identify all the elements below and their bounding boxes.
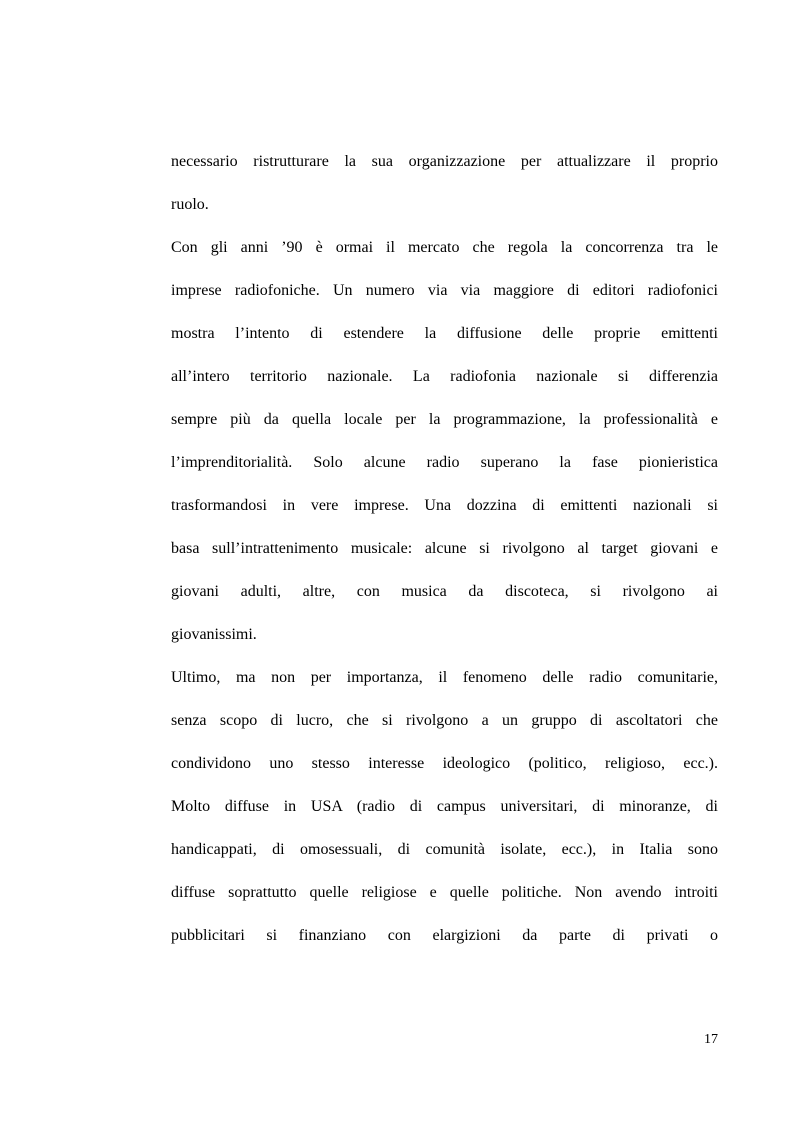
- text-line: ruolo.: [171, 196, 209, 213]
- text-line: senza scopo di lucro, che si rivolgono a un gruppo di ascoltatori che: [171, 712, 718, 729]
- text-line: Molto diffuse in USA (radio di campus universitari, di minoranze, di: [171, 798, 718, 815]
- text-line: l’imprenditorialità. Solo alcune radio superano la fase pionieristica: [171, 454, 718, 471]
- text-line: diffuse soprattutto quelle religiose e quelle politiche. Non avendo introiti: [171, 884, 718, 901]
- text-line: basa sull’intrattenimento musicale: alcune si rivolgono al target giovani e: [171, 540, 718, 557]
- text-line: handicappati, di omosessuali, di comunità isolate, ecc.), in Italia sono: [171, 841, 718, 858]
- text-line: sempre più da quella locale per la programmazione, la professionalità e: [171, 411, 718, 428]
- text-line: pubblicitari si finanziano con elargizioni da parte di privati o: [171, 927, 718, 944]
- text-line: giovanissimi.: [171, 626, 257, 643]
- text-line: giovani adulti, altre, con musica da discoteca, si rivolgono ai: [171, 583, 718, 600]
- text-line: trasformandosi in vere imprese. Una dozzina di emittenti nazionali si: [171, 497, 718, 514]
- text-line: condividono uno stesso interesse ideologico (politico, religioso, ecc.).: [171, 755, 718, 772]
- text-line: Ultimo, ma non per importanza, il fenomeno delle radio comunitarie,: [171, 669, 718, 686]
- text-line: necessario ristrutturare la sua organizzazione per attualizzare il proprio: [171, 153, 718, 170]
- text-line: all’intero territorio nazionale. La radiofonia nazionale si differenzia: [171, 368, 718, 385]
- page-number: 17: [704, 1032, 718, 1047]
- text-line: Con gli anni ’90 è ormai il mercato che regola la concorrenza tra le: [171, 239, 718, 256]
- text-line: imprese radiofoniche. Un numero via via maggiore di editori radiofonici: [171, 282, 718, 299]
- text-line: mostra l’intento di estendere la diffusione delle proprie emittenti: [171, 325, 718, 342]
